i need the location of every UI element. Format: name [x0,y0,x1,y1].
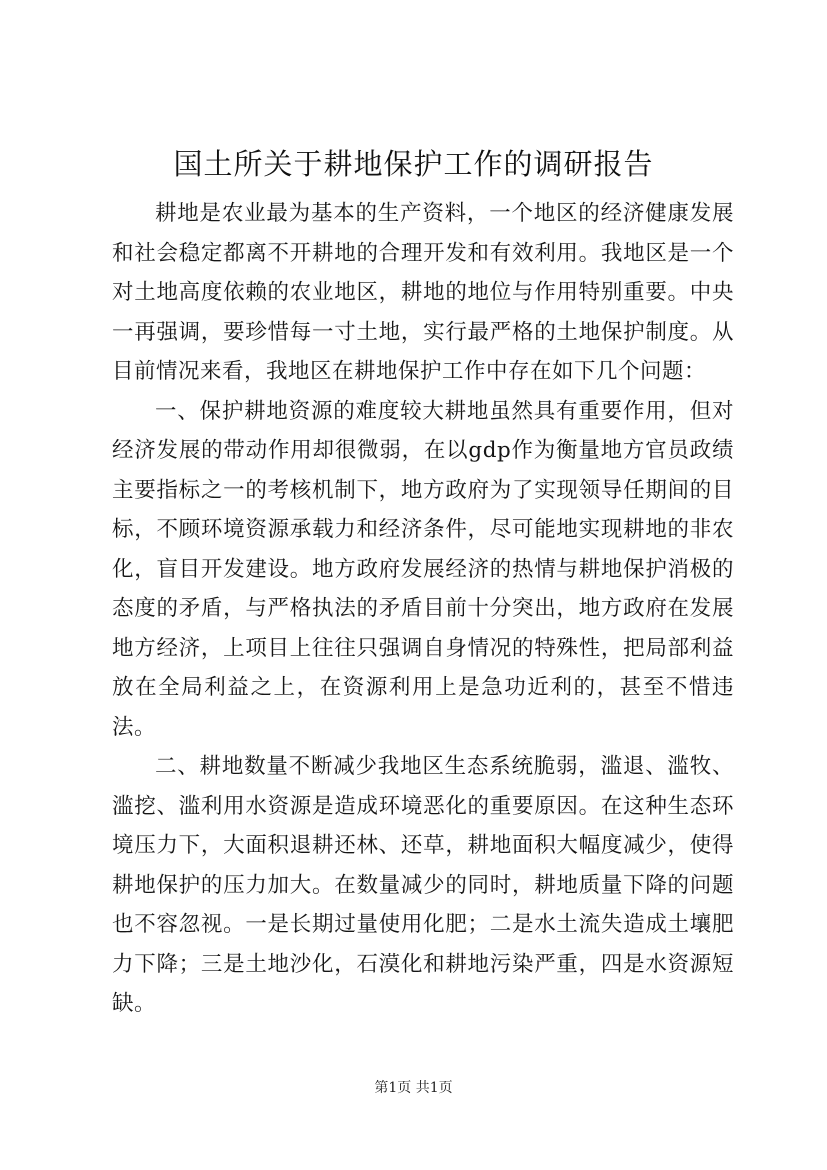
document-body [112,194,734,1024]
paragraph-issue-two: 二、耕地数量不断减少我地区生态系统脆弱，滥退、滥牧、滥挖、滥利用水资源是造成环境恶化的重要原因。在这种生态环境压力下，大面积退耕还林、还草，耕地面积大幅度减少，使得耕地保护的压力加大。在数量减少的同时，耕地质量下降的问题也不容忽视。一是长期过量使用化肥；二是水土流失造成土壤肥力下降；三是土地沙化，石漠化和耕地污染严重，四是水资源短缺。 [112,754,734,1016]
page-number-label: 第1页 共1页 [374,1080,453,1096]
page-footer [0,1078,827,1098]
paragraph-issue-one: 一、保护耕地资源的难度较大耕地虽然具有重要作用，但对经济发展的带动作用却很微弱，在以gdp作为衡量地方官员政绩主要指标之一的考核机制下，地方政府为了实现领导任期间的目标，不顾环境资源承载力和经济条件，尽可能地实现耕地的非农化，盲目开发建设。地方政府发展经济的热情与耕地保护消极的态度的矛盾，与严格执法的矛盾目前十分突出，地方政府在发展地方经济，上项目上往往只强调自身情况的特殊性，把局部利益放在全局利益之上，在资源利用上是急功近利的，甚至不惜违法。 [112,398,734,740]
paragraph-intro: 耕地是农业最为基本的生产资料，一个地区的经济健康发展和社会稳定都离不开耕地的合理开发和有效利用。我地区是一个对土地高度依赖的农业地区，耕地的地位与作用特别重要。中央一再强调，要珍惜每一寸土地，实行最严格的土地保护制度。从目前情况来看，我地区在耕地保护工作中存在如下几个问题： [112,201,734,384]
document-title: 国土所关于耕地保护工作的调研报告 [173,147,654,181]
